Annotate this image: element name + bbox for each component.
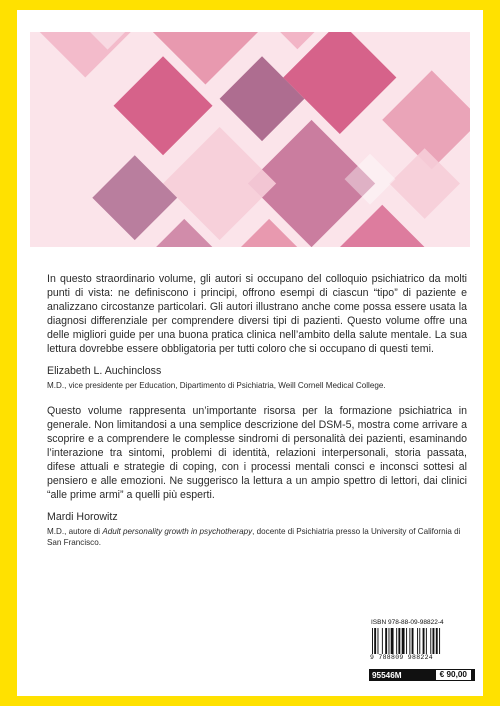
barcode-stripe (409, 628, 410, 654)
barcode-stripe (396, 628, 397, 654)
back-cover (17, 10, 483, 696)
barcode-stripe (372, 628, 373, 654)
author-2-name: Mardi Horowitz (47, 510, 118, 523)
author-2-role (47, 526, 467, 549)
barcode-stripe (433, 628, 435, 654)
barcode-stripe (402, 628, 405, 654)
isbn-label: ISBN 978-88-09-98822-4 (371, 619, 444, 626)
barcode-stripe (378, 628, 379, 654)
blurb-paragraph-1: In questo straordinario volume, gli autori si occupano del colloquio psichiatrico da molti punti di vista: ne definiscono i principi, offrono esempi di ciascun “tipo” di paziente e analizzano circostanze particolari. Gli autori illustrano anche come possa essere usata la diagnosi differenziale per comprendere diversi tipi di pazienti. Questo volume offre una delle migliori guide per una buona pratica clinica nell’ambito della salute mentale. La sua lettura dovrebbe essere obbligatoria per tutti coloro che si occupano di questi temi. (47, 273, 467, 355)
barcode-stripe (391, 628, 394, 654)
barcode-stripe (419, 628, 420, 654)
barcode-stripe (374, 628, 376, 654)
author-1-name: Elizabeth L. Auchincloss (47, 365, 162, 377)
barcode-stripe (417, 628, 418, 654)
blurb-text (47, 272, 467, 549)
author-2-role-prefix: M.D., autore di (47, 526, 103, 536)
barcode-stripe (389, 628, 390, 654)
barcode-stripe (412, 628, 414, 654)
barcode-stripe (423, 628, 425, 654)
product-code: 95546M (372, 670, 402, 680)
barcode-stripe (385, 628, 387, 654)
barcode-stripe (382, 628, 383, 654)
author-1-role: M.D., vice presidente per Education, Dipartimento di Psichiatria, Weill Cornell Medical College. (47, 381, 386, 390)
barcode-stripe (436, 628, 438, 654)
diamond-pattern-graphic (30, 32, 470, 247)
author-2-role-suffix: , docente di Psichiatria presso la University of California di San Francisco. (47, 526, 461, 548)
barcode-stripe (439, 628, 440, 654)
barcode-stripe (406, 628, 407, 654)
author-2-book-title: Adult personality growth in psychotherapy (102, 526, 253, 536)
blurb-paragraph-2: Questo volume rappresenta un’importante risorsa per la formazione psichiatrica in generale. Non limitandosi a una semplice descrizione del DSM-5, mostra come arrivare a scoprire e a comprendere le complesse sindromi di personalità dei pazienti, esaminando l’interazione tra sintomi, problemi di identità, relazioni interpersonali, storia passata, difese attuali e strategie di coping, con i processi mentali consci e inconsci sottesi al pensiero e alle emozioni. Ne suggerisco la lettura a un ampio spettro di lettori, dai clinici “alle prime armi” a quelli più esperti. (47, 404, 467, 501)
barcode-graphic (370, 628, 470, 654)
barcode-digits: 9 788809 988224 (370, 654, 434, 661)
price-bar (369, 669, 475, 681)
barcode-stripe (430, 628, 431, 654)
price: € 90,00 (435, 669, 472, 681)
barcode-stripe (398, 628, 400, 654)
decorative-diamond-pattern (30, 32, 470, 247)
barcode-stripe (426, 628, 427, 654)
barcode-block (369, 619, 475, 681)
